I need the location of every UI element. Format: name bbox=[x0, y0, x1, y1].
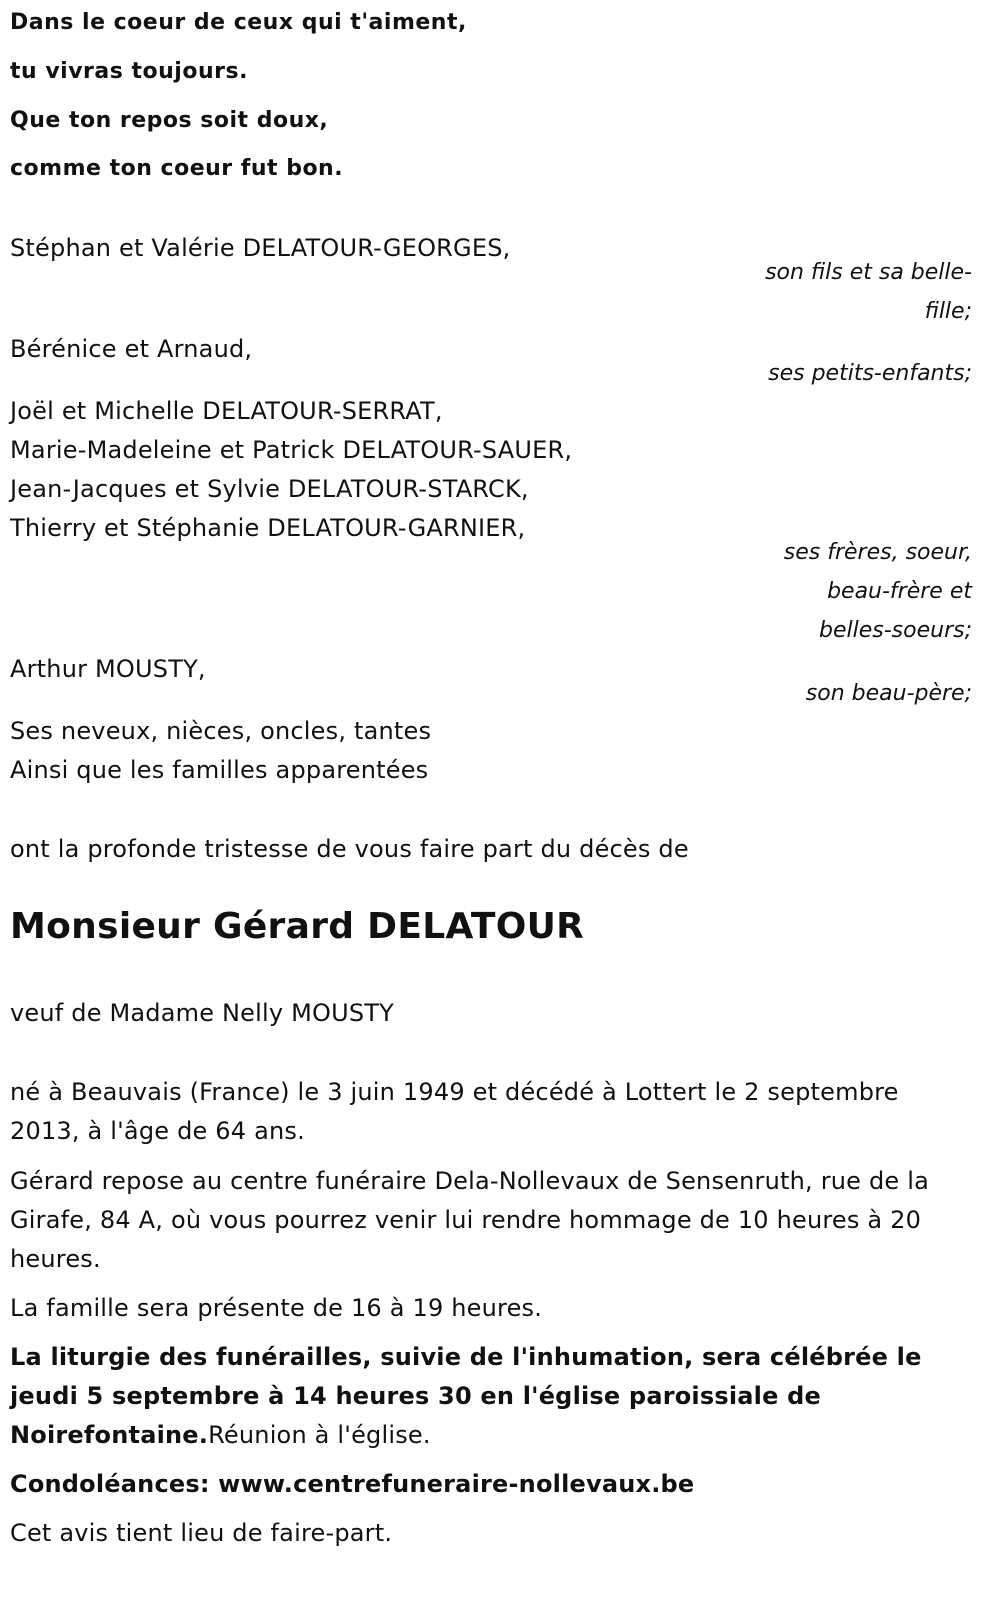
liturgy-paragraph bbox=[10, 1338, 970, 1455]
verse-line-1: Dans le coeur de ceux qui t'aiment, bbox=[10, 10, 467, 35]
rest-place-paragraph: Gérard repose au centre funéraire Dela-Nollevaux de Sensenruth, rue de la Girafe, 84 A, où vous pourrez venir lui rendre hommage de 10 heures à 20 heures. bbox=[10, 1167, 929, 1273]
family-sibling-4: Thierry et Stéphanie DELATOUR-GARNIER, bbox=[10, 514, 526, 542]
family-sibling-3: Jean-Jacques et Sylvie DELATOUR-STARCK, bbox=[10, 475, 529, 503]
family-siblings-relation-3: belles-soeurs; bbox=[819, 618, 972, 643]
verse-line-2: tu vivras toujours. bbox=[10, 59, 248, 84]
family-siblings-relation-2: beau-frère et bbox=[827, 579, 972, 604]
family-nephews: Ses neveux, nièces, oncles, tantes bbox=[10, 717, 432, 745]
family-sibling-1: Joël et Michelle DELATOUR-SERRAT, bbox=[10, 397, 443, 425]
family-related: Ainsi que les familles apparentées bbox=[10, 756, 429, 784]
family-grandchildren-relation: ses petits-enfants; bbox=[768, 361, 972, 386]
family-father-in-law-name: Arthur MOUSTY, bbox=[10, 655, 206, 683]
closing-line: Cet avis tient lieu de faire-part. bbox=[10, 1519, 393, 1547]
family-presence-paragraph: La famille sera présente de 16 à 19 heures. bbox=[10, 1294, 543, 1322]
family-son-relation-1: son fils et sa belle- bbox=[765, 260, 972, 285]
condolences-line: Condoléances: www.centrefuneraire-nollevaux.be bbox=[10, 1470, 695, 1498]
family-grandchildren-names: Bérénice et Arnaud, bbox=[10, 335, 253, 363]
family-son-names: Stéphan et Valérie DELATOUR-GEORGES, bbox=[10, 234, 511, 262]
deceased-name: Monsieur Gérard DELATOUR bbox=[10, 906, 585, 947]
family-father-in-law-relation: son beau-père; bbox=[805, 681, 972, 706]
verse-line-4: comme ton coeur fut bon. bbox=[10, 156, 344, 181]
family-sibling-2: Marie-Madeleine et Patrick DELATOUR-SAUER, bbox=[10, 436, 573, 464]
widower-text: veuf de Madame Nelly MOUSTY bbox=[10, 999, 395, 1027]
birth-death-paragraph: né à Beauvais (France) le 3 juin 1949 et décédé à Lottert le 2 septembre 2013, à l'âge de 64 ans. bbox=[10, 1078, 899, 1145]
announcement-text: ont la profonde tristesse de vous faire part du décès de bbox=[10, 835, 689, 863]
family-siblings-relation-1: ses frères, soeur, bbox=[783, 540, 972, 565]
liturgy-bold-text: La liturgie des funérailles, suivie de l'inhumation, sera célébrée le jeudi 5 septembre à 14 heures 30 en l'église paroissiale de Noirefontaine. bbox=[10, 1343, 922, 1449]
verse-line-3: Que ton repos soit doux, bbox=[10, 108, 329, 133]
liturgy-meeting-text: Réunion à l'église. bbox=[208, 1421, 431, 1449]
family-son-relation-2: fille; bbox=[924, 299, 972, 324]
